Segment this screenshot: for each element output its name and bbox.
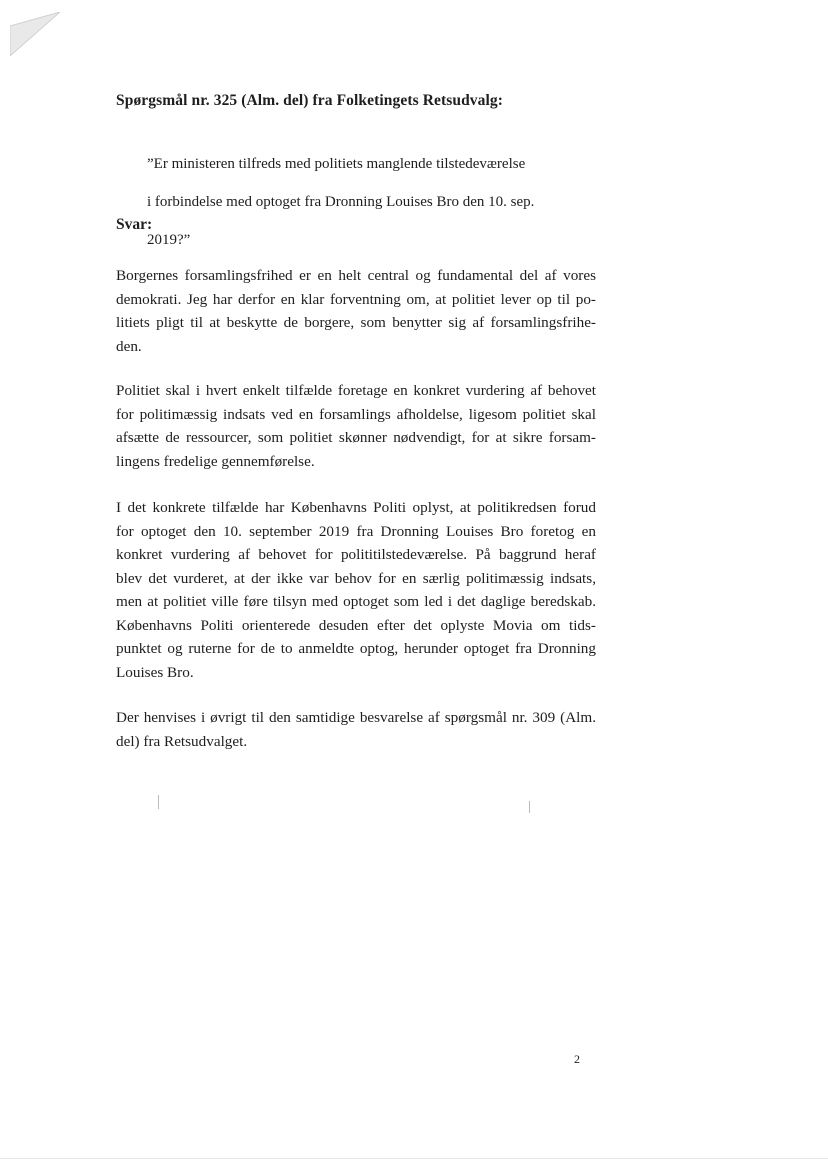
answer-paragraph-1 [116, 264, 596, 358]
question-line: ”Er ministeren tilfreds med politiets manglende tilstedeværelse [147, 156, 526, 172]
paragraph-line: for optoget den 10. september 2019 fra Dronning Louises Bro foretog en [116, 522, 596, 540]
paragraph-line: afsætte de ressourcer, som politiet skønner nødvendigt, for at sikre forsam- [116, 429, 596, 446]
paragraph-line: I det konkrete tilfælde har Københavns Politi oplyst, at politikredsen forud [116, 499, 596, 516]
question-text [147, 136, 567, 269]
paragraph-line: blev det vurderet, at der ikke var behov for en særlig politimæssig indsats, [116, 569, 596, 587]
paragraph-line: den. [116, 337, 142, 355]
paragraph-line: Københavns Politi orienterede desuden efter det oplyste Movia om tids- [116, 616, 596, 634]
paragraph-line: Politiet skal i hvert enkelt tilfælde foretage en konkret vurdering af behovet [116, 382, 596, 399]
paragraph-line: lingens fredelige gennemførelse. [116, 452, 315, 470]
scan-mark [529, 801, 530, 813]
page-number: 2 [574, 1052, 580, 1066]
answer-label: Svar: [116, 216, 153, 233]
question-line: 2019?” [147, 232, 191, 248]
paragraph-line: Borgernes forsamlingsfrihed er en helt central og fundamental del af vores [116, 267, 596, 284]
paragraph-line: Louises Bro. [116, 663, 194, 681]
paragraph-line: Der henvises i øvrigt til den samtidige besvarelse af spørgsmål nr. 309 (Alm. [116, 709, 596, 726]
question-line: i forbindelse med optoget fra Dronning Louises Bro den 10. sep. [147, 194, 535, 210]
question-heading: Spørgsmål nr. 325 (Alm. del) fra Folketingets Retsudvalg: [116, 92, 504, 109]
answer-paragraph-3 [116, 496, 596, 684]
answer-paragraph-2 [116, 379, 596, 473]
page-corner-fold [10, 12, 60, 56]
paragraph-line: punktet og ruterne for de to anmeldte optog, herunder optoget fra Dronning [116, 640, 596, 657]
answer-paragraph-4 [116, 706, 596, 753]
paragraph-line: demokrati. Jeg har derfor en klar forventning om, at politiet lever op til po- [116, 290, 596, 308]
paragraph-line: for politimæssig indsats ved en forsamlings afholdelse, ligesom politiet skal [116, 405, 596, 423]
paragraph-line: del) fra Retsudvalget. [116, 732, 248, 750]
paragraph-line: litiets pligt til at beskytte de borgere, som benytter sig af forsamlingsfrihe- [116, 314, 596, 331]
scan-edge-line [0, 1158, 828, 1159]
scan-mark [158, 795, 159, 809]
paragraph-line: men at politiet ville føre tilsyn med optoget som led i det daglige beredskab. [116, 593, 596, 610]
paragraph-line: konkret vurdering af behovet for polititilstedeværelse. På baggrund heraf [116, 546, 596, 563]
